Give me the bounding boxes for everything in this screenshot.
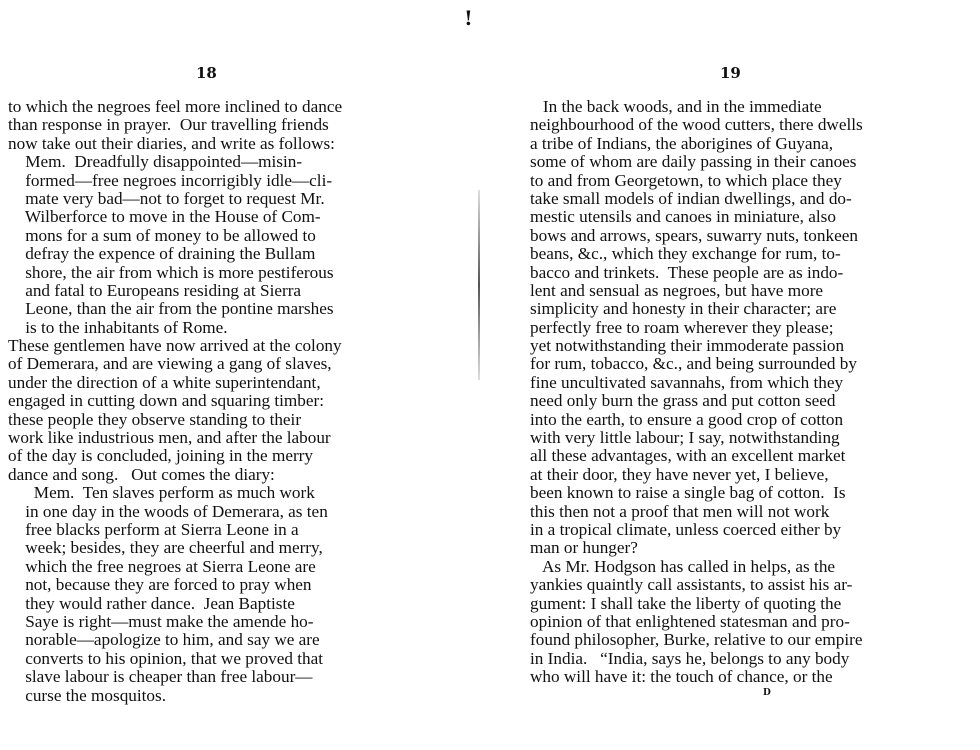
text-line: and fatal to Europeans residing at Sierra xyxy=(8,280,302,300)
text-line: to which the negroes feel more inclined to dance xyxy=(8,97,343,116)
right-page-number: 19 xyxy=(720,64,741,82)
text-line: all these advantages, with an excellent market xyxy=(530,446,846,466)
text-line: simplicity and honesty in their character; are xyxy=(530,299,837,319)
text-line: gument: I shall take the liberty of quoting the xyxy=(530,593,842,613)
text-line: neighbourhood of the wood cutters, there dwells xyxy=(530,115,863,135)
text-line: they would rather dance. Jean Baptiste xyxy=(8,593,295,613)
text-line: In the back woods, and in the immediate xyxy=(530,97,822,116)
text-line: who will have it: the touch of chance, or the xyxy=(530,667,833,687)
text-line: formed—free negroes incorrigibly idle—cli- xyxy=(8,170,333,190)
text-line: in a tropical climate, unless coerced either by xyxy=(530,519,842,539)
text-line: converts to his opinion, that we proved that xyxy=(8,648,324,668)
text-line: need only burn the grass and put cotton seed xyxy=(530,391,836,411)
text-line: mate very bad—not to forget to request Mr. xyxy=(8,188,325,208)
text-line: defray the expence of draining the Bullam xyxy=(8,244,316,264)
text-line: opinion of that enlightened statesman and pro- xyxy=(530,611,850,631)
text-line: curse the mosquitos. xyxy=(8,685,167,705)
text-line: week; besides, they are cheerful and merry, xyxy=(8,538,323,558)
text-line: beans, &c., which they exchange for rum, to- xyxy=(530,244,841,264)
text-line: in India. “India, says he, belongs to any body xyxy=(530,648,850,668)
text-line: norable—apologize to him, and say we are xyxy=(8,630,320,650)
text-line: at their door, they have never yet, I believe, xyxy=(530,464,829,484)
text-line: Mem. Dreadfully disappointed—misin- xyxy=(8,152,303,172)
text-line: for rum, tobacco, &c., and being surrounded by xyxy=(530,354,857,374)
text-line: bacco and trinkets. These people are as indo- xyxy=(530,262,844,282)
left-page-number: 18 xyxy=(196,64,217,82)
text-line: perfectly free to roam wherever they please; xyxy=(530,317,834,337)
text-line: man or hunger? xyxy=(530,538,638,558)
right-page-text xyxy=(530,98,863,687)
text-line: Wilberforce to move in the House of Com- xyxy=(8,207,321,227)
text-line: with very little labour; I say, notwithstanding xyxy=(530,428,840,448)
text-line: been known to raise a single bag of cotton. Is xyxy=(530,483,846,503)
text-line: yet notwithstanding their immoderate passion xyxy=(530,336,845,356)
text-line: is to the inhabitants of Rome. xyxy=(8,317,228,337)
text-line: of Demerara, and are viewing a gang of slaves, xyxy=(8,354,332,374)
left-page-text xyxy=(8,98,342,705)
text-line: into the earth, to ensure a good crop of cotton xyxy=(530,409,844,429)
text-line: Saye is right—must make the amende ho- xyxy=(8,611,314,631)
text-line: now take out their diaries, and write as follows: xyxy=(8,133,335,153)
text-line: to and from Georgetown, to which place they xyxy=(530,170,842,190)
text-line: work like industrious men, and after the labour xyxy=(8,428,331,448)
text-line: take small models of indian dwellings, and do- xyxy=(530,188,852,208)
text-line: these people they observe standing to their xyxy=(8,409,302,429)
text-line: dance and song. Out comes the diary: xyxy=(8,464,275,484)
text-line: slave labour is cheaper than free labour— xyxy=(8,667,313,687)
signature-mark: D xyxy=(763,688,772,698)
text-line: in one day in the woods of Demerara, as ten xyxy=(8,501,328,521)
text-line: Mem. Ten slaves perform as much work xyxy=(8,483,315,503)
text-line: this then not a proof that men will not work xyxy=(530,501,830,521)
text-line: not, because they are forced to pray when xyxy=(8,575,312,595)
text-line: bows and arrows, spears, suwarry nuts, tonkeen xyxy=(530,225,858,245)
text-line: Leone, than the air from the pontine marshes xyxy=(8,299,334,319)
text-line: lent and sensual as negroes, but have more xyxy=(530,280,824,300)
text-line: fine uncultivated savannahs, from which they xyxy=(530,372,844,392)
top-mark: ! xyxy=(464,6,473,30)
text-line: of the day is concluded, joining in the merry xyxy=(8,446,314,466)
text-line: a tribe of Indians, the aborigines of Guyana, xyxy=(530,133,834,153)
text-line: These gentlemen have now arrived at the colony xyxy=(8,336,342,356)
left-page xyxy=(0,0,470,750)
text-line: which the free negroes at Sierra Leone are xyxy=(8,556,316,576)
text-line: found philosopher, Burke, relative to our empire xyxy=(530,630,863,650)
text-line: shore, the air from which is more pestiferous xyxy=(8,262,334,282)
right-page xyxy=(480,0,980,750)
text-line: than response in prayer. Our travelling friends xyxy=(8,115,329,135)
text-line: engaged in cutting down and squaring timber: xyxy=(8,391,324,411)
text-line: free blacks perform at Sierra Leone in a xyxy=(8,519,299,539)
text-line: mons for a sum of money to be allowed to xyxy=(8,225,316,245)
text-line: some of whom are daily passing in their canoes xyxy=(530,152,857,172)
text-line: under the direction of a white superintendant, xyxy=(8,372,321,392)
text-line: As Mr. Hodgson has called in helps, as the xyxy=(530,556,836,576)
text-line: mestic utensils and canoes in miniature, also xyxy=(530,207,836,227)
text-line: yankies quaintly call assistants, to assist his ar- xyxy=(530,575,853,595)
